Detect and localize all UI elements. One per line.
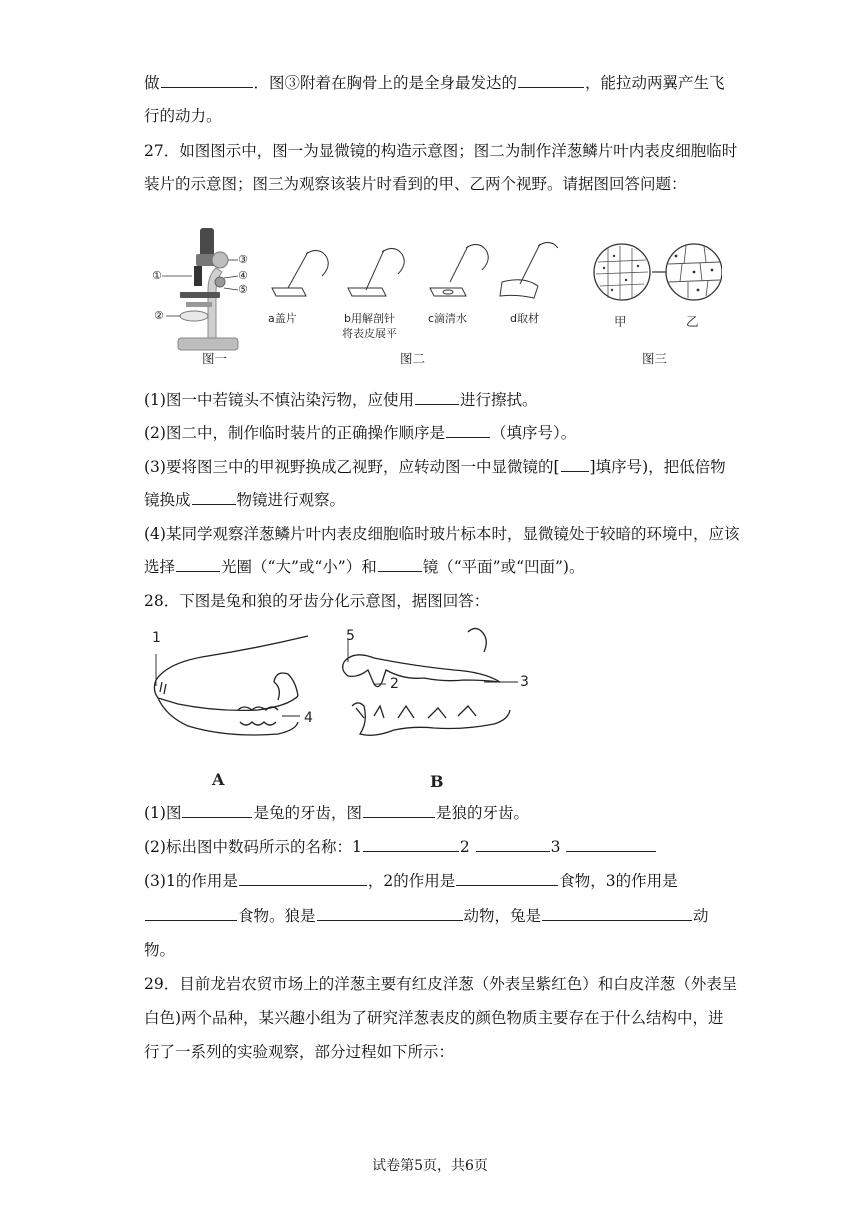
text: 光圈（“大”或“小”）和 [221,558,377,576]
figure-a-letter: A [212,770,225,789]
q27-sub3-cont [144,489,345,511]
text: 物镜进行观察。 [236,491,346,509]
answer-blank[interactable] [317,905,463,921]
step-b-label: b用解剖针 [344,312,395,325]
q28-stem: 28．下图是兔和狼的牙齿分化示意图，据图回答： [144,592,490,610]
answer-blank[interactable] [476,836,550,852]
q27-sub2 [144,422,576,444]
q28-sub1 [144,802,529,824]
answer-blank[interactable] [542,905,692,921]
answer-blank[interactable] [566,836,656,852]
q26-line2: 行的动力。 [144,107,222,125]
q27-sub4-cont [144,556,584,578]
text: (1)图 [144,804,182,822]
text: 食物，3的作用是 [559,872,678,890]
q28-sub3 [144,870,678,892]
label-2: 2 [390,676,399,692]
q27-stem-line1: 27．如图图示中，图一为显微镜的构造示意图；图二为制作洋葱鳞片叶内表皮细胞临时 [144,142,738,160]
answer-blank[interactable] [192,489,236,505]
view-fields-drawing [592,240,722,308]
label-2: ② [154,309,164,322]
text: (3)要将图三中的甲视野换成乙视野，应转动图一中显微镜的[ [144,458,560,476]
figure3-caption: 图三 [642,351,668,366]
rabbit-teeth-drawing [148,626,320,766]
figure-b-letter: B [430,772,444,791]
text: 选择 [144,558,176,576]
step-a-label: a盖片 [268,312,297,325]
wolf-teeth-figure [334,626,534,796]
q28-sub3-end: 物。 [144,941,176,959]
q29-line2: 白色)两个品种，某兴趣小组为了研究洋葱表皮的颜色物质主要存在于什么结构中，进 [144,1009,724,1027]
slide-prep-drawing [262,236,562,306]
field-jia-label: 甲 [614,314,627,329]
text: （填序号）。 [490,424,577,442]
label-5: 5 [346,628,355,644]
label-4: ④ [238,269,248,282]
q29-line1: 29．目前龙岩农贸市场上的洋葱主要有红皮洋葱（外表呈紫红色）和白皮洋葱（外表呈 [144,975,738,993]
rabbit-teeth-figure [148,626,320,796]
field-yi-label: 乙 [686,314,699,329]
answer-blank[interactable] [363,802,435,818]
q28-sub3-cont [144,905,709,927]
answer-blank[interactable] [561,456,589,472]
text: 2 [459,838,470,856]
label-1: ① [152,269,162,282]
step-c-label: c滴清水 [428,312,468,325]
label-3: ③ [238,253,248,266]
q27-stem-line2: 装片的示意图；图三为观察该装片时看到的甲、乙两个视野。请据图回答问题： [144,175,687,193]
slide-prep-figure [262,236,562,341]
answer-blank[interactable] [415,389,459,405]
text: ．图③附着在胸骨上的是全身最发达的 [253,74,518,92]
text: 进行擦拭。 [459,391,538,409]
text: 是狼的牙齿。 [435,804,529,822]
answer-blank[interactable] [145,905,237,921]
answer-blank[interactable] [446,422,490,438]
view-fields-figure [592,240,722,330]
text: (2)图二中，制作临时装片的正确操作顺序是 [144,424,445,442]
text: (2)标出图中数码所示的名称：1 [144,838,362,856]
q26-line1 [144,72,725,94]
label-3: 3 [520,674,529,690]
text: (1)图一中若镜头不慎沾染污物，应使用 [144,391,414,409]
answer-blank[interactable] [239,870,367,886]
text: ]填序号)，把低倍物 [589,458,726,476]
q27-sub3 [144,456,726,478]
answer-blank[interactable] [378,556,422,572]
text: 动物，兔是 [463,907,542,925]
q27-sub4: (4)某同学观察洋葱鳞片叶内表皮细胞临时玻片标本时，显微镜处于较暗的环境中，应该 [144,525,740,543]
label-1: 1 [152,630,161,646]
microscope-figure [150,220,250,365]
text: 食物。狼是 [238,907,316,925]
label-4: 4 [304,710,313,726]
answer-blank[interactable] [518,72,584,88]
step-b-label-2: 将表皮展平 [342,327,397,340]
answer-blank[interactable] [182,802,252,818]
wolf-teeth-drawing [334,626,534,766]
page-footer: 试卷第5页，共6页 [372,1158,488,1174]
text: 3 [550,838,561,856]
text: 做 [144,74,160,92]
text: (3)1的作用是 [144,872,238,890]
answer-blank[interactable] [161,72,253,88]
answer-blank[interactable] [456,870,558,886]
figure1-caption: 图一 [202,351,228,366]
text: ，能拉动两翼产生飞 [585,74,725,92]
label-5: ⑤ [238,283,248,296]
text: 是兔的牙齿，图 [253,804,362,822]
step-d-label: d取材 [510,312,539,325]
q28-sub2 [144,836,657,858]
microscope-drawing [150,220,250,355]
text: 动 [693,907,709,925]
q27-sub1 [144,389,537,411]
text: ，2的作用是 [367,872,456,890]
answer-blank[interactable] [176,556,220,572]
figure2-caption: 图二 [400,351,426,366]
text: 镜换成 [144,491,191,509]
answer-blank[interactable] [363,836,459,852]
text: 镜（“平面”或“凹面”)。 [422,558,585,576]
q29-line3: 行了一系列的实验观察，部分过程如下所示： [144,1043,455,1061]
